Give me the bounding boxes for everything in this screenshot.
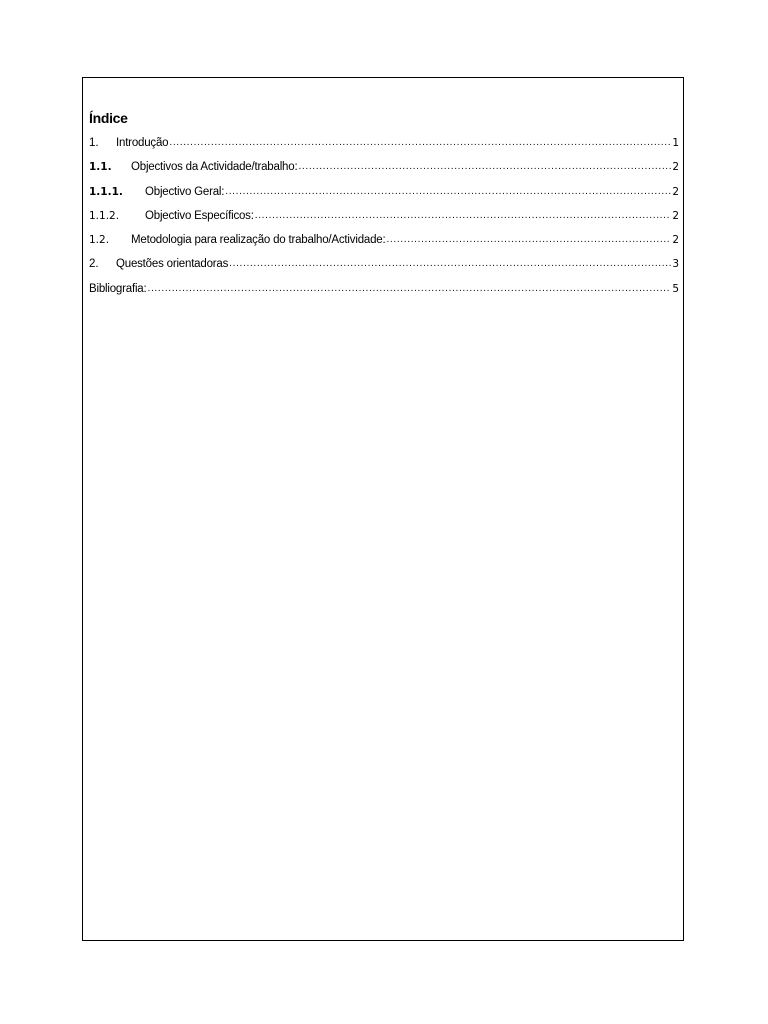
toc-entry-page: 2 [672, 209, 679, 222]
toc-entry[interactable] [89, 160, 679, 184]
toc-entry[interactable] [89, 257, 679, 281]
toc-dot-leader [148, 282, 672, 296]
toc-entry-number: 1. [89, 137, 99, 149]
toc-entry-label: Objectivo Específicos: [145, 209, 254, 222]
toc-entry-page: 1 [672, 137, 679, 149]
toc-entry-number: 1.1. [89, 161, 112, 174]
toc-entry-label: Questões orientadoras [116, 258, 229, 271]
toc-entry-number: 1.2. [89, 234, 110, 247]
toc-entry[interactable] [89, 233, 679, 257]
toc-entry-number: 1.1.1. [89, 185, 123, 198]
toc-dot-leader [298, 160, 671, 174]
toc-dot-leader [169, 136, 671, 150]
toc-title: Índice [89, 110, 128, 126]
toc-entry[interactable] [89, 185, 679, 209]
toc-entry-page: 2 [672, 161, 679, 174]
toc-entry-page: 5 [672, 282, 679, 295]
toc-dot-leader [229, 257, 671, 271]
toc-dot-leader [225, 185, 671, 199]
toc-entry-label: Metodologia para realização do trabalho/Actividade: [131, 234, 386, 247]
toc-entry[interactable] [89, 136, 679, 160]
toc-entry-page: 2 [672, 234, 679, 247]
toc-entry-page: 3 [672, 258, 679, 271]
toc-dot-leader [255, 209, 672, 223]
document-page [82, 77, 684, 941]
toc-entry[interactable] [89, 209, 679, 233]
toc-entry-number: 2. [89, 258, 99, 271]
toc-entry-label: Bibliografia: [89, 282, 147, 295]
toc-entry[interactable] [89, 282, 679, 306]
toc-entry-label: Objectivos da Actividade/trabalho: [131, 161, 298, 174]
table-of-contents [89, 136, 679, 306]
toc-entry-label: Introdução [116, 137, 169, 149]
toc-entry-page: 2 [672, 185, 679, 198]
toc-entry-label: Objectivo Geral: [145, 185, 225, 198]
toc-entry-number: 1.1.2. [89, 209, 120, 222]
toc-dot-leader [386, 233, 671, 247]
